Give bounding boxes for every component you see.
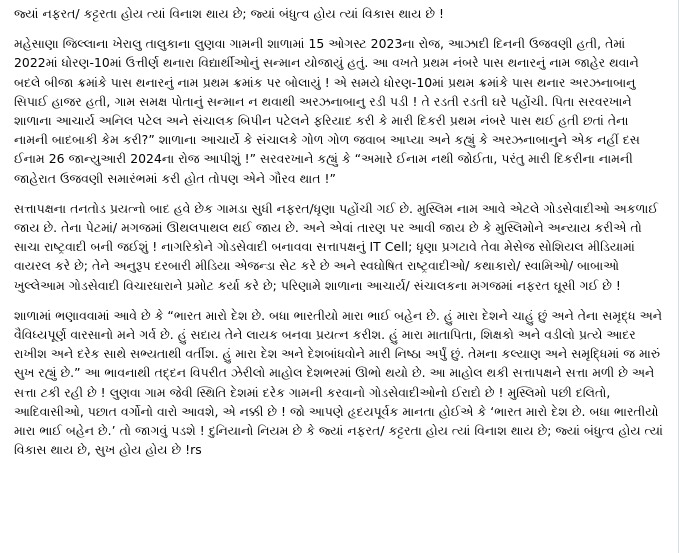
post-headline: જ્યાં નફરત/ કટ્ટરતા હોય ત્યાં વિનાશ થાય છે; જ્યાં બંધુત્વ હોય ત્યાં વિકાસ થાય છે !	[14, 6, 445, 21]
post-paragraph-hatred: સત્તાપક્ષના તનતોડ પ્રયત્નો બાદ હવે છેક ગામડા સુધી નફરત/ધૃણા પહોંચી ગઈ છે. મુસ્લિમ નામ આવે એટલે ગોડસેવાદીઓ અકળાઈ જાય છે. તેના પેટમાં/ મગજમાં ઊથલપાથલ થઈ જાય છે. અને એવાં તારણ પર આવી જાય છે કે મુસ્લિમોને અન્યાય કરીએ તો સાચા રાષ્ટ્રવાદી બની જઈશું ! નાગરિકોને ગોડસેવાદી બનાવવા સત્તાપક્ષનું IT Cell; ધૃણા પ્રગટાવે તેવા મેસેજ સોશિયલ મીડિયામાં વાયરલ કરે છે; તેને અનુરૂપ દરબારી મીડિયા એજન્ડા સેટ કરે છે અને સ્વઘોષિત રાષ્ટ્રવાદીઓ/ કથાકારો/ સ્વામિઓ/ બાબાઓ ખુલ્લેઆમ ગોડસેવાદી વિચારધારાને પ્રમોટ કર્યા કરે છે; પરિણામે શાળાના આચાર્ય/ સંચાલકના મગજમાં નફરત ઘૂસી ગઈ છે !	[14, 200, 658, 293]
post-paragraph-story: મહેસાણા જિલ્લાના ખેરાલુ તાલુકાના લુણવા ગામની શાળામાં 15 ઓગસ્ટ 2023ના રોજ, આઝાદી દિનની ઉજવણી હતી, તેમાં 2022માં ધોરણ-10માં ઉત્તીર્ણ થનારા વિદ્યાર્થીઓનું સન્માન યોજાયું હતું. આ વખતે પ્રથમ નંબરે પાસ થનારનું નામ જાહેર થવાને બદલે બીજા ક્રમાંકે પાસ થનારનું નામ પ્રથમ ક્રમાંક પર બોલાયું ! એ સમયે ધોરણ-10માં પ્રથમ ક્રમાંકે પાસ થનાર અરઝનાબાનુ સિપાઈ હાજર હતી, ગામ સમક્ષ પોતાનું સન્માન ન થવાથી અરઝનાબાનુ રડી પડી ! તે રડતી રડતી ઘરે પહોંચી. પિતા સરવરખાને શાળાના આચાર્ય અનિલ પટેલ અને સંચાલક બિપીન પટેલને ફરિયાદ કરી કે મારી દિકરી પ્રથમ નંબરે પાસ થઈ હતી છતાં તેના નામની બાદબાકી કેમ કરી?” શાળાના આચાર્યે કે સંચાલકે ગોળ ગોળ જવાબ આપ્યા અને કહ્યું કે અરઝનાબાનુને એક નહીં દસ ઈનામ 26 જાન્યુઆરી 2024ના રોજ આપીશું !” સરવરખાને કહ્યું કે “અમારે ઈનામ નથી જોઈતા, પરંતુ મારી દિકરીના નામની જાહેરાત ઉજવણી સમારંભમાં કરી હોત તોપણ એને ગૌરવ થાત !”	[14, 36, 640, 186]
post-paragraph-pledge: શાળામાં ભણાવવામાં આવે છે કે “ભારત મારો દેશ છે. બધા ભારતીયો મારા ભાઈ બહેન છે. હું મારા દેશને ચાહું છું અને તેના સમૃદ્ધ અને વૈવિધ્યપૂર્ણ વારસાનો મને ગર્વ છે. હું સદાય તેને લાયક બનવા પ્રયત્ન કરીશ. હું મારા માતાપિતા, શિક્ષકો અને વડીલો પ્રત્યે આદર રાખીશ અને દરેક સાથે સભ્યતાથી વર્તીશ. હું મારા દેશ અને દેશબાંધવોને મારી નિષ્ઠા અર્પું છું. તેમના કલ્યાણ અને સમૃદ્ધિમાં જ મારું સુખ રહ્યું છે.” આ ભાવનાથી તદ્દન વિપરીત ઝેરીલો માહોલ દેશભરમાં ઊભો થયો છે. આ માહોલ થકી સત્તાપક્ષને સત્તા મળી છે અને સત્તા ટકી રહી છે ! લુણવા ગામ જેવી સ્થિતિ દેશમાં દરેક ગામની કરવાનો ગોડસેવાદીઓનો ઈરાદો છે ! મુસ્લિમો પછી દલિતો, આદિવાસીઓ, પછાત વર્ગોનો વારો આવશે, એ નક્કી છે ! જો આપણે હૃદયપૂર્વક માનતા હોઈએ કે ‘ભારત મારો દેશ છે. બધા ભારતીયો મારા ભાઈ બહેન છે.’ તો જાગવું પડશે ! દુનિયાનો નિયમ છે કે જ્યાં નફરત/ કટ્ટરતા હોય ત્યાં વિનાશ થાય છે; જ્યાં બંધુત્વ હોય ત્યાં વિકાસ થાય છે, સુખ હોય હોય છે !rs	[14, 307, 664, 458]
